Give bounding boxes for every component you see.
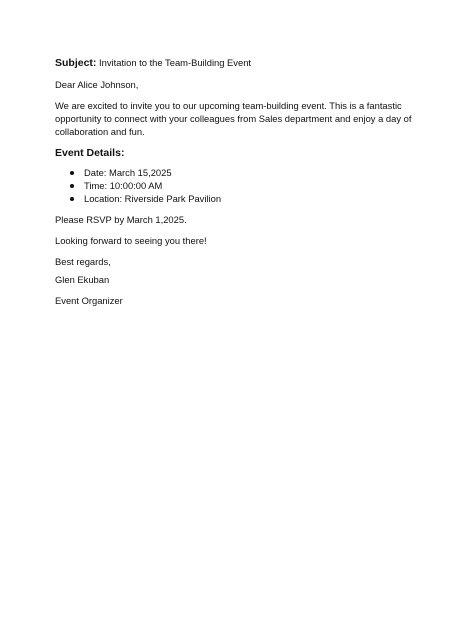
detail-date: Date: March 15,2025 bbox=[84, 167, 172, 178]
event-details-list bbox=[55, 166, 425, 205]
greeting: Dear Alice Johnson, bbox=[55, 79, 139, 90]
list-item bbox=[55, 179, 425, 192]
list-item bbox=[55, 192, 425, 205]
bullet-icon bbox=[70, 171, 74, 175]
bullet-icon bbox=[70, 197, 74, 201]
subject-text: Invitation to the Team-Building Event bbox=[99, 57, 252, 68]
rsvp-line: Please RSVP by March 1,2025. bbox=[55, 214, 187, 225]
detail-time: Time: 10:00:00 AM bbox=[84, 180, 163, 191]
bullet-icon bbox=[70, 184, 74, 188]
signer-name: Glen Ekuban bbox=[55, 274, 110, 285]
list-item bbox=[55, 166, 425, 179]
sign-off: Best regards, bbox=[55, 256, 111, 267]
letter-body bbox=[55, 56, 425, 307]
subject-line bbox=[55, 56, 425, 70]
subject-label: Subject: bbox=[55, 57, 97, 69]
detail-location: Location: Riverside Park Pavilion bbox=[84, 193, 222, 204]
signer-title: Event Organizer bbox=[55, 295, 123, 306]
event-details-heading: Event Details: bbox=[55, 147, 125, 159]
closing-line: Looking forward to seeing you there! bbox=[55, 235, 207, 246]
body-paragraph: We are excited to invite you to our upcoming team-building event. This is a fantastic opportunity to connect with your colleagues from Sales department and enjoy a day of collaboration and fun. bbox=[55, 100, 412, 137]
